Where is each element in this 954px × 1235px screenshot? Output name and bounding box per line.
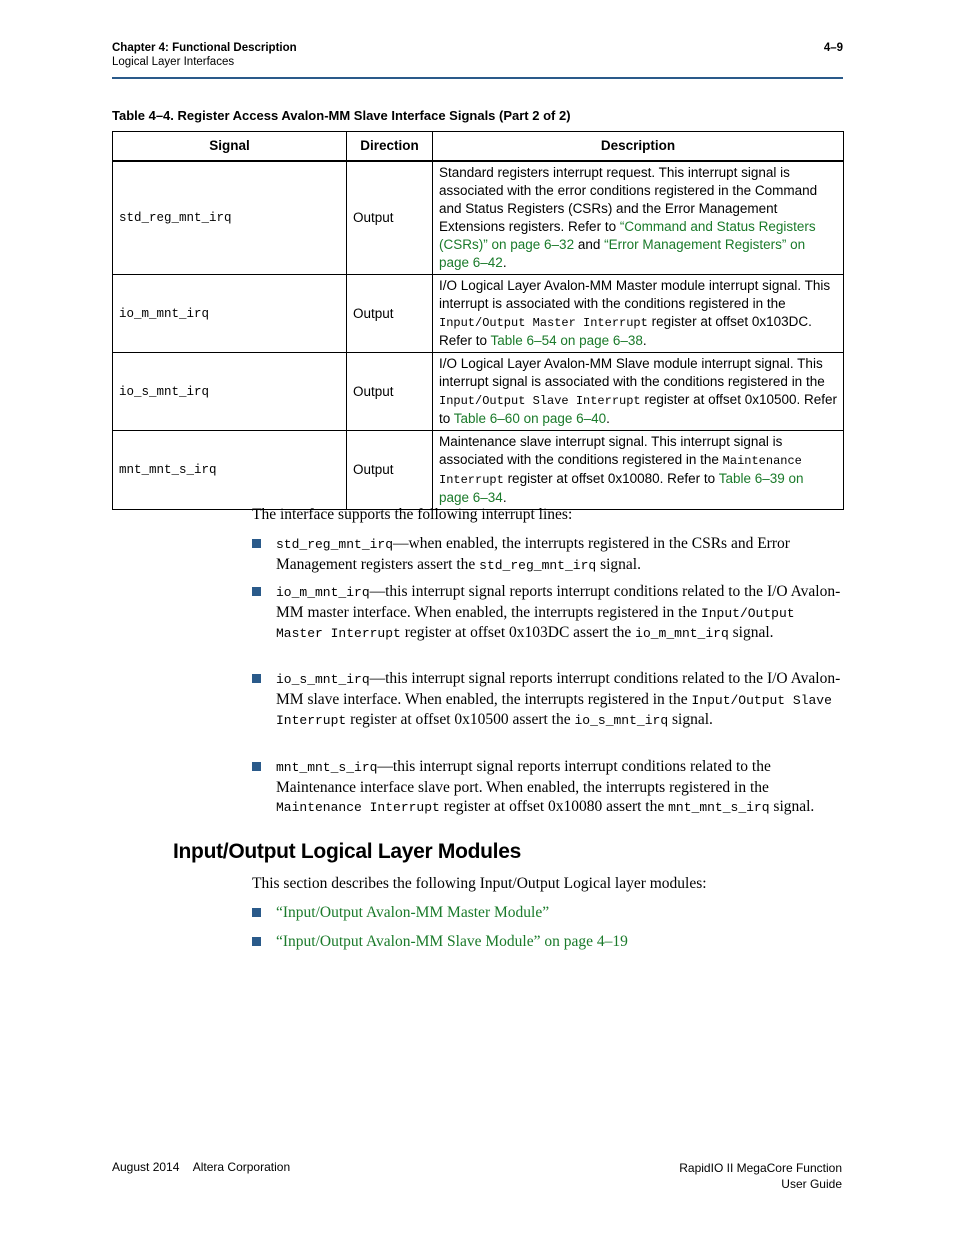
column-header-direction: Direction bbox=[347, 132, 433, 162]
register-code: Maintenance Interrupt bbox=[276, 800, 440, 815]
description-text: register at offset 0x10080. Refer to bbox=[503, 471, 719, 486]
description-text: and bbox=[574, 237, 605, 252]
bullet-text: —this interrupt signal reports interrupt conditions related to the I/O Avalon-MM slave interface. When enabled, the interrupts registered in the bbox=[276, 670, 841, 708]
bullet-square-icon bbox=[252, 937, 261, 946]
footer-company: Altera Corporation bbox=[192, 1160, 291, 1174]
page-number: 4–9 bbox=[823, 42, 843, 54]
section-intro: This section describes the following Input/Output Logical layer modules: bbox=[252, 875, 707, 892]
xref-link[interactable]: Table 6–54 on page 6–38 bbox=[490, 333, 643, 348]
table-row bbox=[113, 275, 844, 353]
bullet-square-icon bbox=[252, 674, 261, 683]
bullet-square-icon bbox=[252, 908, 261, 917]
signal-code: mnt_mnt_s_irq bbox=[276, 760, 378, 775]
bullet-square-icon bbox=[252, 587, 261, 596]
signal-description bbox=[433, 275, 844, 353]
signal-description bbox=[433, 431, 844, 510]
bullet-text: signal. bbox=[728, 624, 774, 641]
signal-direction: Output bbox=[347, 275, 433, 353]
page-footer-left bbox=[112, 1160, 290, 1174]
signal-code: io_s_mnt_irq bbox=[574, 713, 669, 728]
signal-code: io_m_mnt_irq bbox=[276, 585, 370, 600]
bullet-square-icon bbox=[252, 762, 261, 771]
header-rule bbox=[112, 77, 843, 79]
list-item bbox=[252, 582, 844, 644]
list-item bbox=[252, 932, 844, 952]
signal-description bbox=[433, 161, 844, 275]
xref-link[interactable]: Table 6–39 on page 6–34 bbox=[439, 471, 804, 505]
xref-link[interactable]: Table 6–60 on page 6–40 bbox=[453, 411, 607, 426]
description-text: . bbox=[502, 255, 507, 270]
signal-direction: Output bbox=[347, 431, 433, 510]
bullet-text: signal. bbox=[596, 555, 641, 573]
list-item bbox=[252, 757, 844, 818]
signal-code: std_reg_mnt_irq bbox=[479, 557, 597, 573]
list-item bbox=[252, 903, 844, 923]
interrupt-intro: The interface supports the following interrupt lines: bbox=[252, 506, 573, 523]
bullet-square-icon bbox=[252, 539, 261, 548]
list-item bbox=[252, 669, 844, 731]
description-text: register at offset 0x10500. Refer to bbox=[439, 392, 838, 426]
section-title: Logical Layer Interfaces bbox=[112, 56, 235, 68]
signals-table bbox=[112, 131, 844, 510]
page-footer-right bbox=[679, 1160, 842, 1192]
bullet-text: signal. bbox=[668, 711, 713, 728]
description-text: Maintenance slave interrupt signal. This interrupt signal is associated with the conditions registered in the bbox=[439, 434, 783, 467]
signal-code: std_reg_mnt_irq bbox=[276, 537, 394, 552]
bullet-text: —when enabled, the interrupts registered in the CSRs and Error Management registers assert the bbox=[276, 535, 790, 573]
xref-link-slave-module[interactable]: “Input/Output Avalon-MM Slave Module” on page 4–19 bbox=[276, 933, 628, 950]
bullet-text: register at offset 0x10500 assert the bbox=[346, 711, 575, 728]
signal-code: mnt_mnt_s_irq bbox=[668, 800, 770, 815]
signal-code: io_s_mnt_irq bbox=[276, 672, 370, 687]
register-code: Input/Output Master Interrupt bbox=[276, 605, 795, 641]
page-header bbox=[112, 42, 843, 68]
xref-link[interactable]: “Command and Status Registers (CSRs)” on page 6–32 bbox=[439, 219, 816, 252]
column-header-description: Description bbox=[433, 132, 844, 162]
description-text: . bbox=[606, 411, 610, 426]
footer-guide: User Guide bbox=[781, 1177, 842, 1191]
description-text: register at offset 0x103DC. Refer to bbox=[439, 314, 812, 348]
bullet-text: signal. bbox=[769, 798, 815, 815]
description-text: . bbox=[642, 333, 647, 348]
signal-name: std_reg_mnt_irq bbox=[113, 161, 347, 275]
description-text: Standard registers interrupt request. This interrupt signal is associated with the error conditions registered in the Command and Status Registers (CSRs) and the Error Management Extensions registers. Refer to bbox=[439, 165, 818, 234]
bullet-text: —this interrupt signal reports interrupt conditions related to the I/O Avalon-MM master interface. When enabled, the interrupts registered in the bbox=[276, 583, 841, 621]
table-title: Table 4–4. Register Access Avalon-MM Slave Interface Signals (Part 2 of 2) bbox=[112, 108, 571, 123]
chapter-title: Chapter 4: Functional Description bbox=[112, 42, 297, 54]
bullet-text: register at offset 0x103DC assert the bbox=[400, 624, 636, 641]
column-header-signal: Signal bbox=[113, 132, 347, 162]
signal-direction: Output bbox=[347, 353, 433, 431]
signal-name: io_s_mnt_irq bbox=[113, 353, 347, 431]
signal-direction: Output bbox=[347, 161, 433, 275]
list-item bbox=[252, 534, 844, 575]
table-header-row bbox=[113, 132, 844, 162]
table-row bbox=[113, 353, 844, 431]
register-name: Input/Output Slave Interrupt bbox=[439, 394, 641, 408]
bullet-text: —this interrupt signal reports interrupt conditions related to the Maintenance interface slave port. When enabled, the interrupts registered in the bbox=[276, 758, 771, 796]
description-text: I/O Logical Layer Avalon-MM Slave module interrupt signal. This interrupt signal is associated with the conditions registered in the bbox=[439, 356, 825, 389]
table-row bbox=[113, 431, 844, 510]
bullet-text: register at offset 0x10080 assert the bbox=[439, 798, 669, 815]
table-row bbox=[113, 161, 844, 275]
register-code: Input/Output Slave Interrupt bbox=[276, 692, 832, 728]
footer-product: RapidIO II MegaCore Function bbox=[679, 1161, 842, 1175]
register-name: Maintenance Interrupt bbox=[439, 454, 802, 487]
signal-name: io_m_mnt_irq bbox=[113, 275, 347, 353]
signal-description bbox=[433, 353, 844, 431]
xref-link-master-module[interactable]: “Input/Output Avalon-MM Master Module” bbox=[276, 904, 550, 921]
signal-name: mnt_mnt_s_irq bbox=[113, 431, 347, 510]
footer-date: August 2014 bbox=[112, 1160, 180, 1174]
section-heading: Input/Output Logical Layer Modules bbox=[173, 840, 521, 863]
xref-link[interactable]: “Error Management Registers” on page 6–42 bbox=[439, 237, 806, 270]
description-text: I/O Logical Layer Avalon-MM Master module interrupt signal. This interrupt is associated with the conditions registered in the bbox=[439, 278, 831, 311]
description-text: . bbox=[502, 490, 507, 505]
register-name: Input/Output Master Interrupt bbox=[439, 316, 648, 330]
signal-code: io_m_mnt_irq bbox=[635, 626, 729, 641]
